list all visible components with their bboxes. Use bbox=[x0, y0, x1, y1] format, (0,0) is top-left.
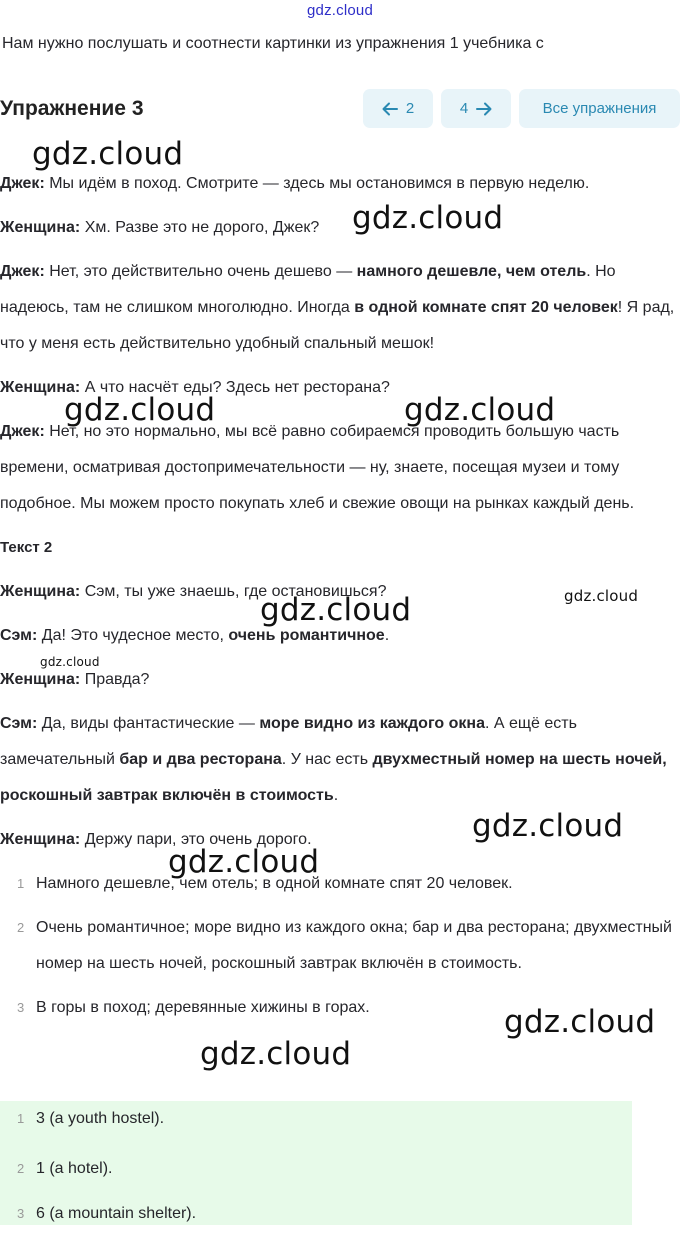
dialogue-line bbox=[0, 166, 680, 202]
list-item-number: 2 bbox=[17, 920, 25, 935]
watermark: gdz.cloud bbox=[168, 844, 320, 880]
speaker-label: Сэм: bbox=[0, 715, 38, 732]
watermark: gdz.cloud bbox=[40, 655, 100, 669]
watermark: gdz.cloud bbox=[260, 592, 412, 628]
dialogue-text: Держу пари, это очень дорого. bbox=[80, 831, 312, 848]
page-title: Упражнение 3 bbox=[0, 97, 144, 120]
next-exercise-label: 4 bbox=[459, 100, 469, 117]
highlighted-phrase: намного дешевле, чем отель bbox=[356, 263, 587, 280]
speaker-label: Джек: bbox=[0, 263, 45, 280]
intro-text: Нам нужно послушать и соотнести картинки из упражнения 1 учебника с bbox=[2, 35, 544, 52]
arrow-left-icon bbox=[382, 102, 398, 116]
watermark: gdz.cloud bbox=[200, 1036, 352, 1072]
list-item-text: В горы в поход; деревянные хижины в горах. bbox=[36, 999, 370, 1016]
list-item-number: 1 bbox=[17, 876, 25, 891]
watermark: gdz.cloud bbox=[64, 392, 216, 428]
dialogue-text: А что насчёт еды? Здесь нет ресторана? bbox=[80, 379, 390, 396]
clipped-text-fragment bbox=[250, 69, 400, 75]
highlighted-phrase: в одной комнате спят 20 человек bbox=[354, 299, 618, 316]
watermark: gdz.cloud bbox=[504, 1004, 656, 1040]
dialogue-text: Да, виды фантастические — bbox=[37, 715, 260, 732]
dialogue-text: Хм. Разве это не дорого, Джек? bbox=[80, 219, 320, 236]
list-item-number: 3 bbox=[17, 1000, 25, 1015]
prev-exercise-button[interactable] bbox=[363, 89, 433, 128]
dialogue-line bbox=[0, 618, 680, 654]
dialogue-text: . bbox=[333, 787, 339, 804]
watermark: gdz.cloud bbox=[564, 587, 639, 605]
dialogue-text: Мы идём в поход. Смотрите — здесь мы остановимся в первую неделю. bbox=[44, 175, 590, 192]
speaker-label: Джек: bbox=[0, 423, 45, 440]
arrow-right-icon bbox=[476, 102, 492, 116]
speaker-label: Женщина: bbox=[0, 671, 81, 688]
dialogue-text: Да! Это чудесное место, bbox=[37, 627, 229, 644]
next-exercise-button[interactable] bbox=[441, 89, 511, 128]
dialogue-text: . bbox=[384, 627, 390, 644]
list-item-number: 2 bbox=[17, 1161, 25, 1176]
highlighted-phrase: море видно из каждого окна bbox=[259, 715, 485, 732]
dialogue-line bbox=[0, 574, 680, 610]
dialogue-text: Сэм, ты уже знаешь, где остановишься? bbox=[80, 583, 387, 600]
dialogue-text: ! Я рад, что у меня есть действительно удобный спальный мешок! bbox=[0, 299, 675, 352]
all-exercises-label: Все упражнения bbox=[542, 100, 657, 117]
dialogue-line bbox=[0, 662, 680, 698]
speaker-label: Женщина: bbox=[0, 219, 81, 236]
prev-exercise-label: 2 bbox=[405, 100, 415, 117]
exercise-header bbox=[0, 88, 680, 130]
dialogue-line bbox=[0, 254, 680, 362]
watermark: gdz.cloud bbox=[32, 136, 184, 172]
watermark: gdz.cloud bbox=[472, 808, 624, 844]
list-item bbox=[0, 866, 680, 902]
list-item-text: 6 (a mountain shelter). bbox=[36, 1205, 197, 1222]
list-item bbox=[0, 1101, 632, 1137]
speaker-label: Женщина: bbox=[0, 831, 81, 848]
dialogue-line bbox=[0, 370, 680, 406]
dialogue-line bbox=[0, 210, 680, 246]
top-watermark: gdz.cloud bbox=[306, 2, 373, 19]
dialogue-text: . У нас есть bbox=[281, 751, 373, 768]
list-item-text: Намного дешевле, чем отель; в одной комнате спят 20 человек. bbox=[36, 875, 513, 892]
speaker-label: Женщина: bbox=[0, 583, 81, 600]
list-item-text: 1 (a hotel). bbox=[36, 1160, 113, 1177]
text-2-heading: Текст 2 bbox=[0, 539, 53, 556]
answers-block bbox=[0, 1101, 632, 1225]
speaker-label: Сэм: bbox=[0, 627, 38, 644]
dialogue-text-1 bbox=[0, 166, 680, 522]
list-item bbox=[0, 1191, 632, 1236]
list-item-number: 3 bbox=[17, 1206, 25, 1221]
dialogue-text: . А ещё есть замечательный bbox=[0, 715, 577, 768]
list-item bbox=[0, 1146, 632, 1191]
dialogue-text-2 bbox=[0, 574, 680, 858]
list-item bbox=[0, 910, 680, 982]
dialogue-line bbox=[0, 822, 680, 858]
list-item-number: 1 bbox=[17, 1111, 25, 1126]
dialogue-line bbox=[0, 414, 680, 522]
dialogue-text: Правда? bbox=[80, 671, 150, 688]
dialogue-text: Нет, это действительно очень дешево — bbox=[44, 263, 357, 280]
all-exercises-button[interactable] bbox=[519, 89, 680, 128]
highlighted-phrase: бар и два ресторана bbox=[119, 751, 282, 768]
highlighted-phrase: двухместный номер на шесть ночей, роскошный завтрак включён в стоимость bbox=[0, 751, 667, 804]
list-item-text: 3 (a youth hostel). bbox=[36, 1110, 165, 1127]
watermark: gdz.cloud bbox=[404, 392, 556, 428]
dialogue-text: Нет, но это нормально, мы всё равно собираемся проводить большую часть времени, осматривая достопримечательности — ну, знаете, посещая музеи и тому подобное. Мы можем просто покупать хлеб и свежие овощи на рынках каждый день. bbox=[0, 423, 635, 512]
highlighted-phrase: очень романтичное bbox=[228, 627, 385, 644]
dialogue-line bbox=[0, 706, 680, 814]
speaker-label: Женщина: bbox=[0, 379, 81, 396]
speaker-label: Джек: bbox=[0, 175, 45, 192]
list-item-text: Очень романтичное; море видно из каждого окна; бар и два ресторана; двухместный номер на шесть ночей, роскошный завтрак включён в стоимость. bbox=[36, 919, 672, 972]
watermark: gdz.cloud bbox=[352, 200, 504, 236]
solution-content bbox=[0, 166, 680, 1034]
dialogue-text: . Но надеюсь, там не слишком многолюдно. Иногда bbox=[0, 263, 616, 316]
list-item bbox=[0, 990, 680, 1026]
summary-list bbox=[0, 866, 680, 1026]
